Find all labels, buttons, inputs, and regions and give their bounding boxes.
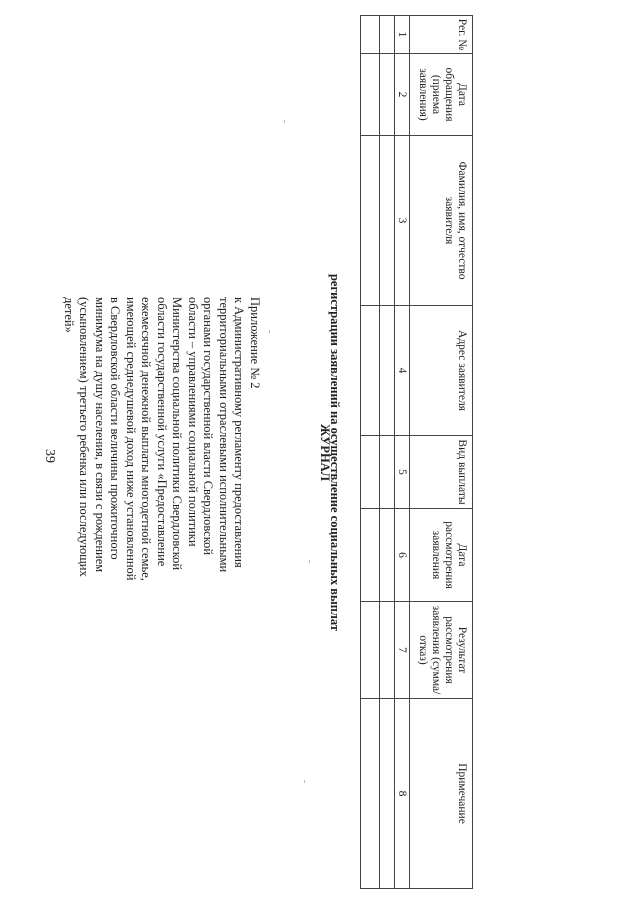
table-cell (380, 306, 395, 436)
appendix-line: минимума на душу населения, в связи с рождением (93, 297, 107, 573)
table-cell (380, 509, 395, 602)
column-number: 5 (395, 436, 410, 509)
col-header-review-result: Результат рассмотрения заявления (сумма/отказ) (410, 602, 473, 699)
table-cell (361, 306, 380, 436)
table-cell (361, 16, 380, 54)
appendix-line: органами государственной власти Свердловской (201, 297, 216, 556)
table-cell (380, 136, 395, 306)
registration-table (360, 15, 473, 889)
column-number: 4 (395, 306, 410, 436)
appendix-line: Министерства социальной политики Свердловской (170, 297, 185, 571)
col-header-applicant-name: Фамилия, имя, отчество заявителя (410, 136, 473, 306)
table-cell (361, 509, 380, 602)
scan-speck (304, 780, 305, 783)
table-number-row (395, 16, 410, 889)
appendix-line: к Административному регламенту предоставления (232, 297, 247, 568)
scan-speck (269, 330, 270, 333)
col-header-payment-type: Вид выплаты (410, 436, 473, 509)
col-header-request-date: Дата обращения (приема заявления) (410, 54, 473, 136)
col-header-applicant-address: Адрес заявителя (410, 306, 473, 436)
col-header-note: Примечание (410, 699, 473, 889)
column-number: 2 (395, 54, 410, 136)
col-header-review-date: Дата рассмотрения заявления (410, 509, 473, 602)
table-cell (361, 436, 380, 509)
appendix-line: (усыновлением) третьего ребенка или последующих (77, 297, 92, 577)
table-row (361, 16, 380, 889)
journal-subtitle: регистрации заявлений на осуществление социальных выплат (328, 273, 342, 631)
appendix-heading: Приложение № 2 (248, 297, 262, 389)
column-number: 3 (395, 136, 410, 306)
table-cell (380, 602, 395, 699)
appendix-line: ежемесячной денежной выплаты многодетной семье, (139, 297, 154, 581)
appendix-block (61, 297, 263, 633)
appendix-line: области – управлениями социальной политики (186, 297, 200, 547)
page-number: 39 (42, 449, 57, 463)
col-header-reg-number: Рег. № (410, 16, 473, 54)
table-cell (361, 136, 380, 306)
column-number: 7 (395, 602, 410, 699)
table-cell (361, 699, 380, 889)
table-cell (361, 602, 380, 699)
appendix-line: в Свердловской области величины прожиточного (108, 297, 123, 560)
table-cell (380, 699, 395, 889)
appendix-line: детей» (62, 297, 76, 333)
table-row (380, 16, 395, 889)
column-number: 6 (395, 509, 410, 602)
scan-speck (284, 120, 285, 123)
journal-title: ЖУРНАЛ (318, 423, 332, 482)
table-header-row (410, 16, 473, 889)
table-cell (380, 16, 395, 54)
appendix-line: имеющей среднедушевой доход ниже установленной (124, 297, 138, 581)
table-cell (380, 436, 395, 509)
appendix-line: области государственной услуги «Предоставление (155, 297, 169, 567)
column-number: 1 (395, 16, 410, 54)
appendix-line: территориальными отраслевыми исполнительными (217, 297, 231, 573)
scan-speck (309, 560, 310, 563)
table-cell (380, 54, 395, 136)
table-cell (361, 54, 380, 136)
column-number: 8 (395, 699, 410, 889)
